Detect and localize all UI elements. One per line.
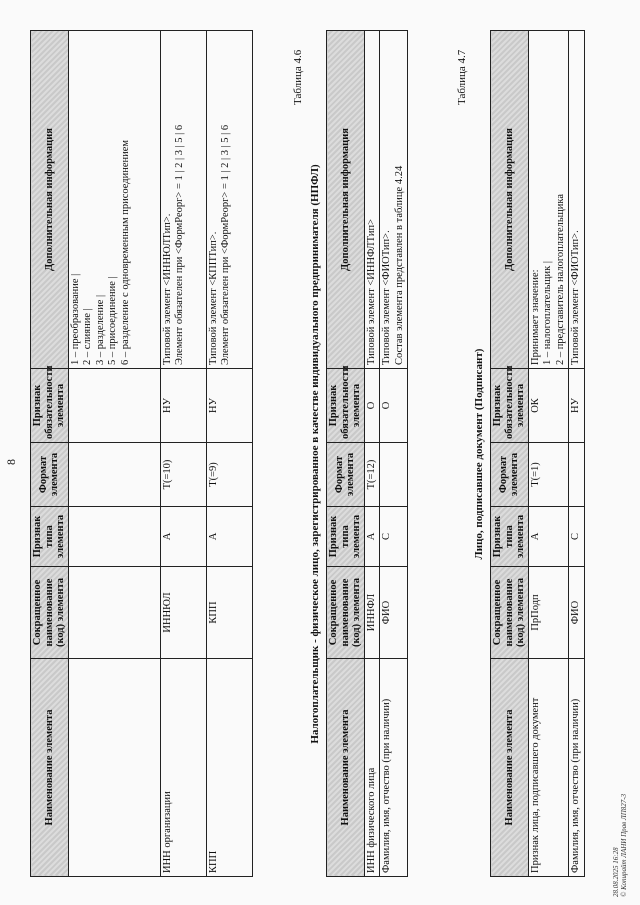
cell-code: ФИО — [569, 567, 585, 659]
cell-name: КПП — [206, 659, 252, 877]
table-row — [528, 31, 569, 877]
table-4-7 — [490, 30, 585, 877]
header-required: Признак обязательности элемента — [491, 369, 529, 443]
cell-info: Типовой элемент <ФИОТип>. — [569, 31, 585, 369]
cell-name: ИНН физического лица — [364, 659, 380, 877]
header-required: Признак обязательности элемента — [327, 369, 365, 443]
cell-required: О — [364, 369, 380, 443]
header-name: Наименование элемента — [327, 659, 365, 877]
cell-format: T(=12) — [364, 443, 380, 507]
cell-info: Принимает значение: 1 – налогоплательщик | 2 – представитель налогоплательщика — [528, 31, 569, 369]
table-continuation — [30, 30, 253, 877]
cell-info: Типовой элемент <КППТип>. Элемент обязателен при <ФормРеорг> = 1 | 2 | 3 | 5 | 6 — [206, 31, 252, 369]
cell-required: ОК — [528, 369, 569, 443]
cell-type: А — [206, 507, 252, 567]
cell-required: НУ — [206, 369, 252, 443]
cell-type: А — [364, 507, 380, 567]
stamp-datetime: 28.08.2025 16:28 — [612, 847, 620, 897]
cell-info: 1 – преобразование | 2 – слияние | 3 – разделение | 5 – присоединение | 6 – разделение с одновременным присоединением — [68, 31, 160, 369]
cell-type: С — [569, 507, 585, 567]
header-format: Формат элемента — [31, 443, 69, 507]
header-info: Дополнительная информация — [327, 31, 365, 369]
table-4-7-label: Таблица 4.7 — [456, 49, 468, 105]
table-4-6 — [326, 30, 408, 877]
table-header-row — [327, 31, 365, 877]
cell-type: С — [380, 507, 408, 567]
table-row — [364, 31, 380, 877]
cell-code: КПП — [206, 567, 252, 659]
table-row — [569, 31, 585, 877]
stamp-copyright: © Копирайт ЛАНИ Прав ЛП827-3 — [620, 793, 628, 897]
cell-type: А — [528, 507, 569, 567]
cell-code: ФИО — [380, 567, 408, 659]
table-row — [68, 31, 160, 877]
table-row — [380, 31, 408, 877]
header-required: Признак обязательности элемента — [31, 369, 69, 443]
cell-code — [68, 567, 160, 659]
cell-format: T(=10) — [160, 443, 206, 507]
cell-name: ИНН организации — [160, 659, 206, 877]
table-4-6-caption: Налогоплательщик - физическое лицо, зарегистрированное в качестве индивидуального предпринимателя (НПФЛ) — [309, 164, 321, 744]
header-code: Сокращенное наименование (код) элемента — [327, 567, 365, 659]
cell-format: T(=1) — [528, 443, 569, 507]
cell-name: Фамилия, имя, отчество (при наличии) — [569, 659, 585, 877]
cell-name: Фамилия, имя, отчество (при наличии) — [380, 659, 408, 877]
page-number: 8 — [4, 459, 18, 465]
cell-format — [68, 443, 160, 507]
cell-name — [68, 659, 160, 877]
table-4-7-caption: Лицо, подписавшее документ (Подписант) — [473, 348, 485, 560]
cell-required: НУ — [160, 369, 206, 443]
cell-required: НУ — [569, 369, 585, 443]
cell-format — [380, 443, 408, 507]
header-info: Дополнительная информация — [491, 31, 529, 369]
cell-format: T(=9) — [206, 443, 252, 507]
cell-code: ИННЮЛ — [160, 567, 206, 659]
cell-code: ИННФЛ — [364, 567, 380, 659]
header-code: Сокращенное наименование (код) элемента — [491, 567, 529, 659]
cell-required: О — [380, 369, 408, 443]
header-type: Признак типа элемента — [31, 507, 69, 567]
cell-required — [68, 369, 160, 443]
cell-info: Типовой элемент <ИННЮЛТип>. Элемент обязателен при <ФормРеорг> = 1 | 2 | 3 | 5 | 6 — [160, 31, 206, 369]
header-code: Сокращенное наименование (код) элемента — [31, 567, 69, 659]
header-format: Формат элемента — [327, 443, 365, 507]
table-row — [206, 31, 252, 877]
table-header-row — [491, 31, 529, 877]
cell-code: ПрПодп — [528, 567, 569, 659]
table-4-6-label: Таблица 4.6 — [292, 49, 304, 105]
cell-type — [68, 507, 160, 567]
header-info: Дополнительная информация — [31, 31, 69, 369]
cell-format — [569, 443, 585, 507]
cell-info: Типовой элемент <ФИОТип>. Состав элемента представлен в таблице 4.24 — [380, 31, 408, 369]
cell-type: А — [160, 507, 206, 567]
table-header-row — [31, 31, 69, 877]
cell-info: Типовой элемент <ИННФЛТип> — [364, 31, 380, 369]
header-format: Формат элемента — [491, 443, 529, 507]
header-type: Признак типа элемента — [491, 507, 529, 567]
table-row — [160, 31, 206, 877]
header-name: Наименование элемента — [491, 659, 529, 877]
header-type: Признак типа элемента — [327, 507, 365, 567]
cell-name: Признак лица, подписавшего документ — [528, 659, 569, 877]
header-name: Наименование элемента — [31, 659, 69, 877]
print-stamp — [612, 794, 628, 897]
